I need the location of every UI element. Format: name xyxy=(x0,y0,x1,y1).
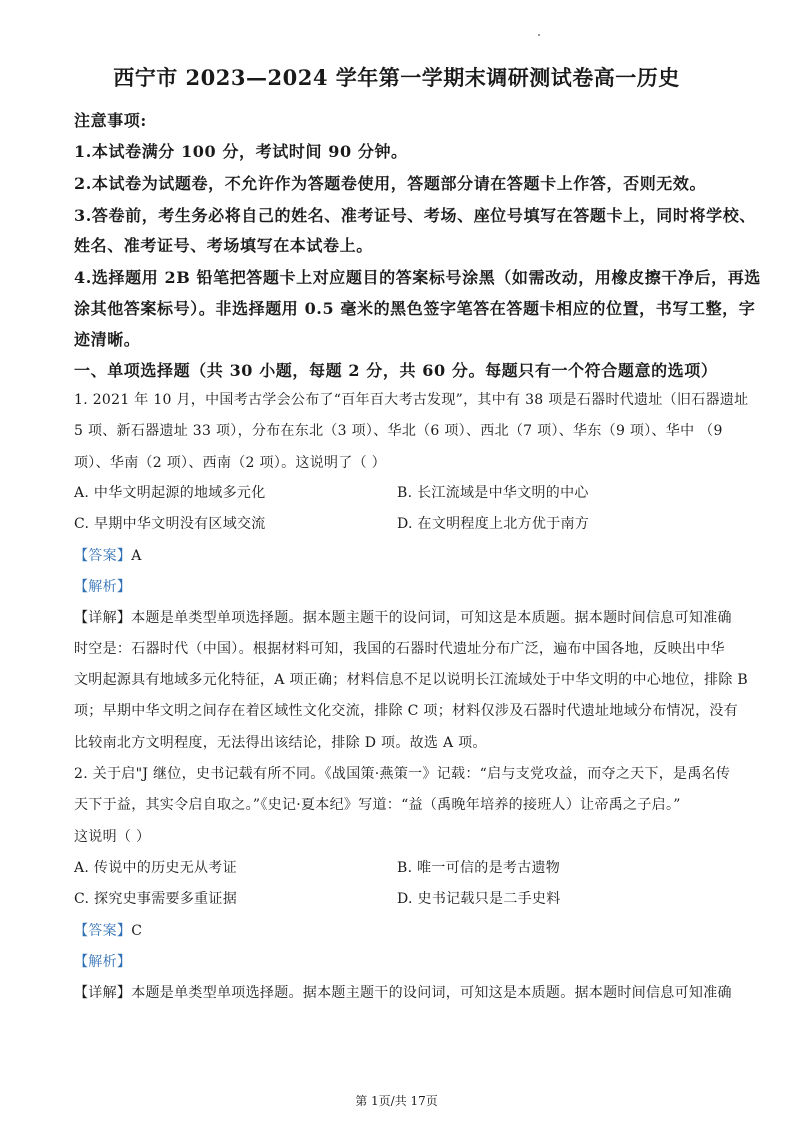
q1-answer-tag: 【答案】 xyxy=(74,548,132,564)
q2-answer-tag: 【答案】 xyxy=(74,923,132,939)
q1-answer-value: A xyxy=(131,548,142,564)
q1-option-d: D. 在文明程度上北方优于南方 xyxy=(397,516,590,532)
q1-option-a: A. 中华文明起源的地域多元化 xyxy=(74,485,266,501)
q1-detail-text-1: 本题是单类型单项选择题。据本题主题干的设问词，可知这是本质题。据本题时间信息可知准确 xyxy=(131,610,732,626)
q1-detail-line-2: 时空是：石器时代（中国）。根据材料可知，我国的石器时代遗址分布广泛，遍布中国各地，反映出中华 xyxy=(74,641,725,657)
notice-line-1: 1.本试卷满分 100 分，考试时间 90 分钟。 xyxy=(74,142,408,161)
notice-line-4: 姓名、准考证号、考场填写在本试卷上。 xyxy=(74,236,373,255)
notice-line-2: 2.本试卷为试题卷，不允许作为答题卷使用，答题部分请在答题卡上作答，否则无效。 xyxy=(74,174,707,193)
q2-answer xyxy=(74,920,142,940)
q2-detail-line-1 xyxy=(74,982,732,1002)
q2-option-c: C. 探究史事需要多重证据 xyxy=(74,891,238,907)
q1-stem-line-2: 5 项、新石器遗址 33 项），分布在东北（3 项）、华北（6 项）、西北（7 项）、华东（9 项）、华中 （9 xyxy=(74,423,723,439)
page-footer: 第 1页/共 17页 xyxy=(355,1094,438,1108)
page-title: 西宁市 2023—2024 学年第一学期末调研测试卷高一历史 xyxy=(113,65,680,90)
q2-stem-line-2: 天下于益，其实令启自取之。”《史记·夏本纪》写道：“益（禹晚年培养的接班人）让帝禹之子启。” xyxy=(74,797,681,813)
q1-stem-line-1: 1. 2021 年 10 月，中国考古学会公布了“百年百大考古发现”，其中有 38 项是石器时代遗址（旧石器遗址 xyxy=(74,392,749,408)
notice-line-7: 迹清晰。 xyxy=(74,330,141,349)
q1-option-b: B. 长江流域是中华文明的中心 xyxy=(397,485,589,501)
q1-option-c: C. 早期中华文明没有区域交流 xyxy=(74,516,266,532)
section-heading: 一、单项选择题（共 30 小题，每题 2 分，共 60 分。每题只有一个符合题意的选项） xyxy=(74,361,718,380)
q1-analysis-tag: 【解析】 xyxy=(74,579,132,595)
q2-stem-line-3: 这说明（ ） xyxy=(74,829,151,845)
q2-analysis xyxy=(74,951,131,971)
notice-heading: 注意事项: xyxy=(74,111,147,130)
q1-detail-line-3: 文明起源具有地域多元化特征，A 项正确；材料信息不足以说明长江流域处于中华文明的中心地位，排除 B xyxy=(74,672,748,688)
notice-line-5: 4.选择题用 2B 铅笔把答题卡上对应题目的答案标号涂黑（如需改动，用橡皮擦干净后，再选 xyxy=(74,268,761,287)
notice-line-3: 3.答卷前，考生务必将自己的姓名、准考证号、考场、座位号填写在答题卡上，同时将学校、 xyxy=(74,206,756,225)
q2-stem-line-1: 2. 关于启"J 继位，史书记载有所不同。《战国策·燕策一》记载：“启与支党攻益，而夺之天下，是禹名传 xyxy=(74,766,731,782)
q2-answer-value: C xyxy=(131,923,143,939)
q1-detail-tag: 【详解】 xyxy=(74,610,132,626)
q1-analysis xyxy=(74,576,131,596)
q2-analysis-tag: 【解析】 xyxy=(74,954,132,970)
notice-line-6: 涂其他答案标号）。非选择题用 0.5 毫米的黑色签字笔答在答题卡相应的位置，书写工整，字 xyxy=(74,299,756,318)
q1-stem-line-3: 项）、华南（2 项）、西南（2 项）。这说明了（ ） xyxy=(74,455,386,471)
q1-detail-line-4: 项；早期中华文明之间存在着区域性文化交流，排除 C 项；材料仅涉及石器时代遗址地域分布情况，没有 xyxy=(74,703,739,719)
q1-detail-line-1 xyxy=(74,607,732,627)
q1-detail-line-5: 比较南北方文明程度，无法得出该结论，排除 D 项。故选 A 项。 xyxy=(74,735,487,751)
scan-speck xyxy=(538,34,540,36)
q1-answer xyxy=(74,545,142,565)
q2-detail-tag: 【详解】 xyxy=(74,985,132,1001)
q2-detail-text-1: 本题是单类型单项选择题。据本题主题干的设问词，可知这是本质题。据本题时间信息可知准确 xyxy=(131,985,732,1001)
q2-option-d: D. 史书记载只是二手史料 xyxy=(397,891,561,907)
q2-option-b: B. 唯一可信的是考古遗物 xyxy=(397,860,561,876)
q2-option-a: A. 传说中的历史无从考证 xyxy=(74,860,237,876)
